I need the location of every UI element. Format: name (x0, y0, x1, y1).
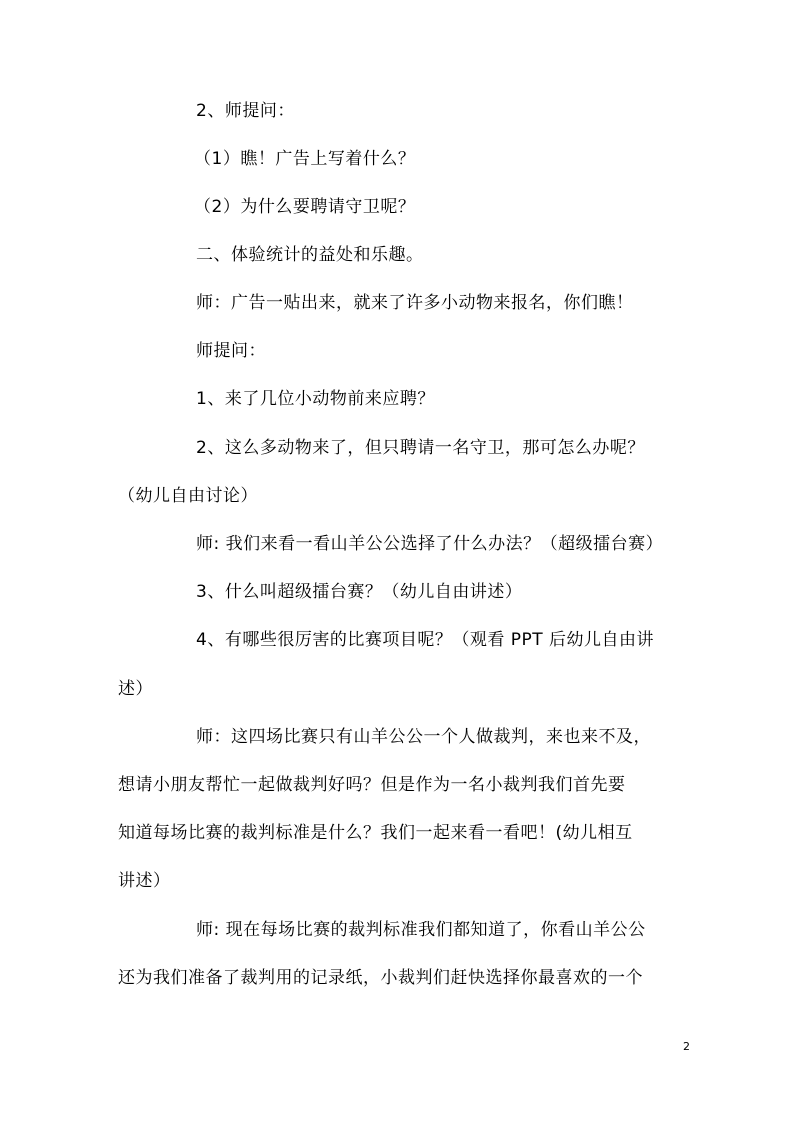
text-line: 1、来了几位小动物前来应聘？ (196, 389, 435, 409)
text-line: 师：这四场比赛只有山羊公公一个人做裁判，来也来不及， (196, 727, 651, 747)
text-line: 2、这么多动物来了，但只聘请一名守卫，那可怎么办呢？ (196, 438, 645, 458)
text-line: 知道每场比赛的裁判标准是什么？我们一起来看一看吧！(幼儿相互 (118, 823, 633, 843)
text-line: （幼儿自由讨论） (118, 486, 258, 506)
text-line: 师：广告一贴出来，就来了许多小动物来报名，你们瞧！ (196, 293, 634, 313)
text-line: 3、什么叫超级擂台赛？（幼儿自由讲述） (196, 582, 523, 602)
text-line: 师: 现在每场比赛的裁判标准我们都知道了，你看山羊公公 (196, 920, 646, 940)
text-line: 述） (118, 679, 153, 699)
text-line: 讲述） (118, 871, 171, 891)
text-line: 师提问： (196, 341, 266, 361)
text-line: （2）为什么要聘请守卫呢？ (194, 197, 416, 217)
text-line: 师: 我们来看一看山羊公公选择了什么办法？（超级擂台赛） (196, 534, 664, 554)
text-line: 2、师提问： (196, 101, 295, 121)
text-line: 想请小朋友帮忙一起做裁判好吗？但是作为一名小裁判我们首先要 (118, 775, 626, 795)
text-line: 4、有哪些很厉害的比赛项目呢？（观看 PPT 后幼儿自由讲 (196, 630, 655, 650)
text-line: （1）瞧！广告上写着什么？ (194, 149, 416, 169)
text-line: 二、体验统计的益处和乐趣。 (196, 245, 424, 265)
page-number: 2 (683, 1040, 690, 1053)
text-line: 还为我们准备了裁判用的记录纸，小裁判们赶快选择你最喜欢的一个 (118, 968, 643, 988)
